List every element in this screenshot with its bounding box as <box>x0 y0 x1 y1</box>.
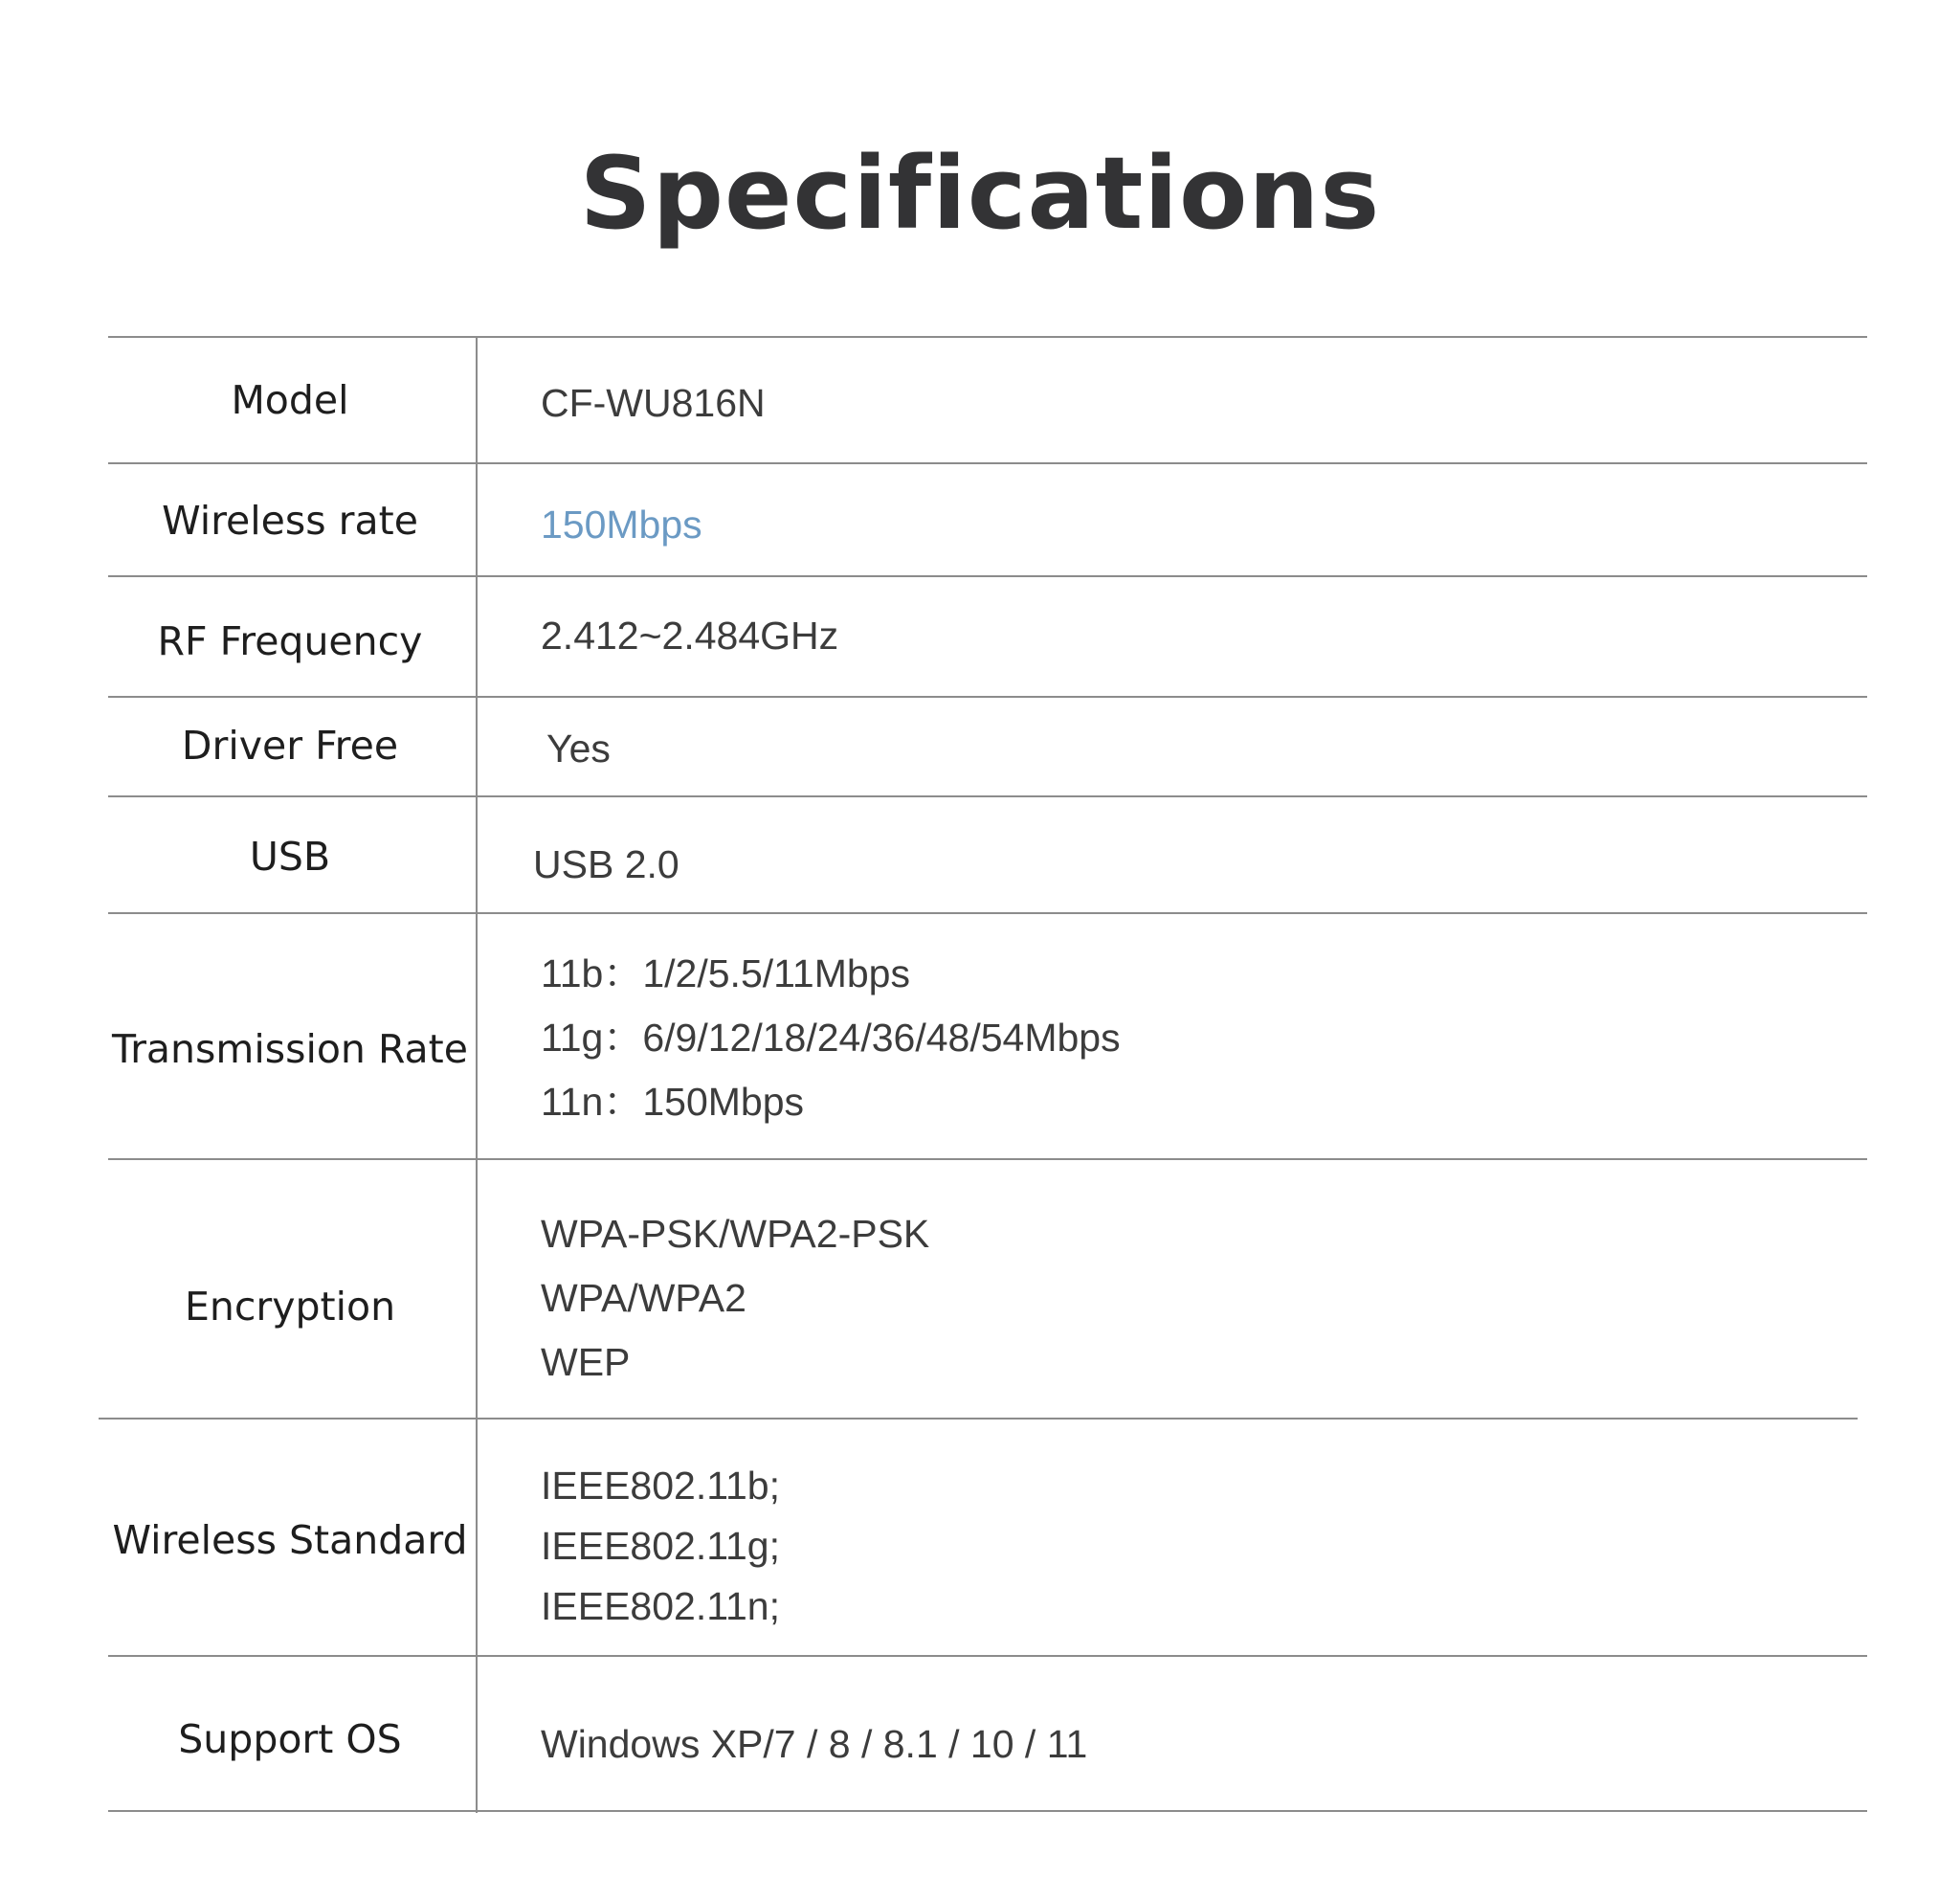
table-rule <box>99 1418 1858 1420</box>
column-divider <box>476 337 478 1813</box>
table-rule <box>108 575 1867 577</box>
spec-value-wireless-standard <box>541 1456 780 1637</box>
spec-value-usb: USB 2.0 <box>533 842 679 886</box>
value-line: 11b：1/2/5.5/11Mbps <box>541 951 910 995</box>
spec-label-wireless-standard: Wireless Standard <box>112 1517 468 1563</box>
spec-value-rf-frequency: 2.412~2.484GHz <box>541 614 839 658</box>
table-rule <box>108 462 1867 464</box>
table-rule <box>108 1158 1867 1160</box>
value-line: 11n：150Mbps <box>541 1080 805 1124</box>
table-rule <box>108 912 1867 914</box>
spec-value-transmission-rate <box>541 942 1121 1134</box>
value-line: IEEE802.11b; <box>541 1464 780 1508</box>
spec-label-wireless-rate: Wireless rate <box>162 498 418 544</box>
table-rule <box>108 696 1867 698</box>
table-rule <box>108 795 1867 797</box>
spec-label-transmission-rate: Transmission Rate <box>112 1026 468 1072</box>
spec-value-model: CF-WU816N <box>541 381 766 425</box>
value-line: WPA/WPA2 <box>541 1276 746 1320</box>
spec-label-rf-frequency: RF Frequency <box>157 618 423 664</box>
value-line: WEP <box>541 1340 631 1384</box>
value-line: WPA-PSK/WPA2-PSK <box>541 1212 930 1256</box>
spec-value-driver-free: Yes <box>546 727 611 771</box>
spec-value-support-os: Windows XP/7 / 8 / 8.1 / 10 / 11 <box>541 1722 1088 1766</box>
spec-label-encryption: Encryption <box>184 1284 396 1330</box>
table-rule <box>108 1655 1867 1657</box>
table-rule <box>108 336 1867 338</box>
value-line: IEEE802.11n; <box>541 1584 780 1628</box>
spec-label-usb: USB <box>249 834 331 880</box>
value-line: IEEE802.11g; <box>541 1524 780 1568</box>
spec-label-support-os: Support OS <box>178 1716 402 1762</box>
value-line: 11g：6/9/12/18/24/36/48/54Mbps <box>541 1016 1121 1060</box>
spec-label-model: Model <box>231 377 349 423</box>
spec-value-encryption <box>541 1202 929 1395</box>
spec-value-wireless-rate: 150Mbps <box>541 503 702 547</box>
page-title: Specifications <box>579 135 1381 252</box>
spec-label-driver-free: Driver Free <box>181 723 399 769</box>
table-rule <box>108 1810 1867 1812</box>
